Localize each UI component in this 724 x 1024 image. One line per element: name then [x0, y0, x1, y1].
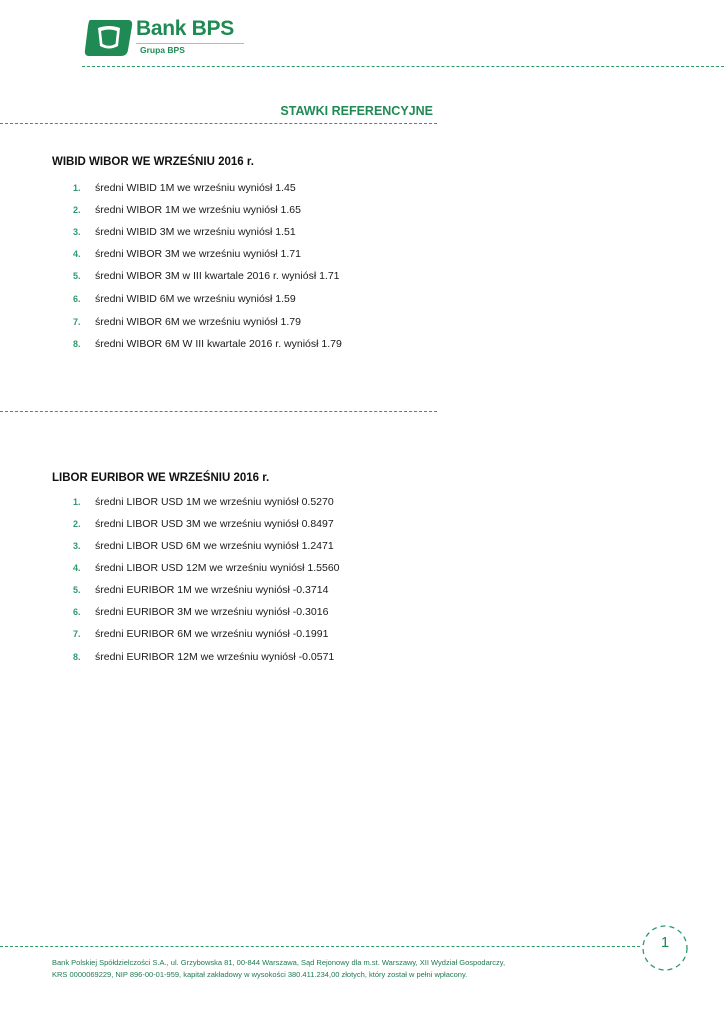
list-number: 8. — [73, 652, 81, 662]
logo-rule — [136, 43, 244, 44]
list-text: średni LIBOR USD 3M we wrześniu wyniósł 0.8497 — [95, 518, 334, 530]
title-divider — [0, 123, 437, 124]
list-number: 4. — [73, 249, 81, 259]
list-text: średni EURIBOR 6M we wrześniu wyniósł -0.1991 — [95, 628, 329, 640]
list-text: średni WIBOR 6M we wrześniu wyniósł 1.79 — [95, 316, 301, 328]
list-number: 6. — [73, 607, 81, 617]
list-number: 2. — [73, 519, 81, 529]
list-text: średni EURIBOR 3M we wrześniu wyniósł -0.3016 — [95, 606, 329, 618]
bank-bps-logo — [84, 16, 254, 60]
list-text: średni WIBOR 3M we wrześniu wyniósł 1.71 — [95, 248, 301, 260]
footer-legal-text — [52, 957, 612, 981]
list-text: średni EURIBOR 1M we wrześniu wyniósł -0.3714 — [95, 584, 329, 596]
page-number: 1 — [660, 934, 670, 951]
page-number-badge — [640, 924, 690, 972]
footer-line-1: Bank Polskiej Spółdzielczości S.A., ul. Grzybowska 81, 00-844 Warszawa, Sąd Rejonowy dla m.st. Warszawy, XII Wydział Gospodarczy, — [52, 958, 506, 967]
list-number: 5. — [73, 585, 81, 595]
list-text: średni WIBID 6M we wrześniu wyniósł 1.59 — [95, 293, 296, 305]
list-number: 7. — [73, 317, 81, 327]
list-number: 1. — [73, 183, 81, 193]
list-number: 7. — [73, 629, 81, 639]
logo-subtitle: Grupa BPS — [140, 45, 185, 55]
list-text: średni LIBOR USD 1M we wrześniu wyniósł 0.5270 — [95, 496, 334, 508]
bank-logo-icon — [84, 18, 134, 58]
footer-line-2: KRS 0000069229, NIP 896-00-01-959, kapitał zakładowy w wysokości 380.411.234,00 złotych, który został w pełni wpłacony. — [52, 970, 468, 979]
logo-text: Bank BPS — [136, 17, 234, 40]
libor-section-heading: LIBOR EURIBOR WE WRZEŚNIU 2016 r. — [52, 472, 270, 484]
list-text: średni LIBOR USD 6M we wrześniu wyniósł 1.2471 — [95, 540, 334, 552]
wibid-section-heading: WIBID WIBOR WE WRZEŚNIU 2016 r. — [52, 156, 254, 168]
section-divider — [0, 411, 437, 412]
list-text: średni WIBOR 6M W III kwartale 2016 r. wyniósł 1.79 — [95, 338, 342, 350]
page-title: STAWKI REFERENCYJNE — [280, 104, 433, 118]
list-number: 3. — [73, 541, 81, 551]
footer-divider — [0, 946, 640, 947]
list-text: średni WIBOR 1M we wrześniu wyniósł 1.65 — [95, 204, 301, 216]
list-number: 1. — [73, 497, 81, 507]
list-number: 5. — [73, 271, 81, 281]
header-divider — [82, 66, 724, 67]
list-number: 8. — [73, 339, 81, 349]
list-number: 3. — [73, 227, 81, 237]
list-number: 4. — [73, 563, 81, 573]
list-text: średni WIBOR 3M w III kwartale 2016 r. wyniósł 1.71 — [95, 270, 340, 282]
list-number: 6. — [73, 294, 81, 304]
list-text: średni WIBID 3M we wrześniu wyniósł 1.51 — [95, 226, 296, 238]
list-text: średni LIBOR USD 12M we wrześniu wyniósł 1.5560 — [95, 562, 340, 574]
list-number: 2. — [73, 205, 81, 215]
list-text: średni WIBID 1M we wrześniu wyniósł 1.45 — [95, 182, 296, 194]
list-text: średni EURIBOR 12M we wrześniu wyniósł -0.0571 — [95, 651, 335, 663]
